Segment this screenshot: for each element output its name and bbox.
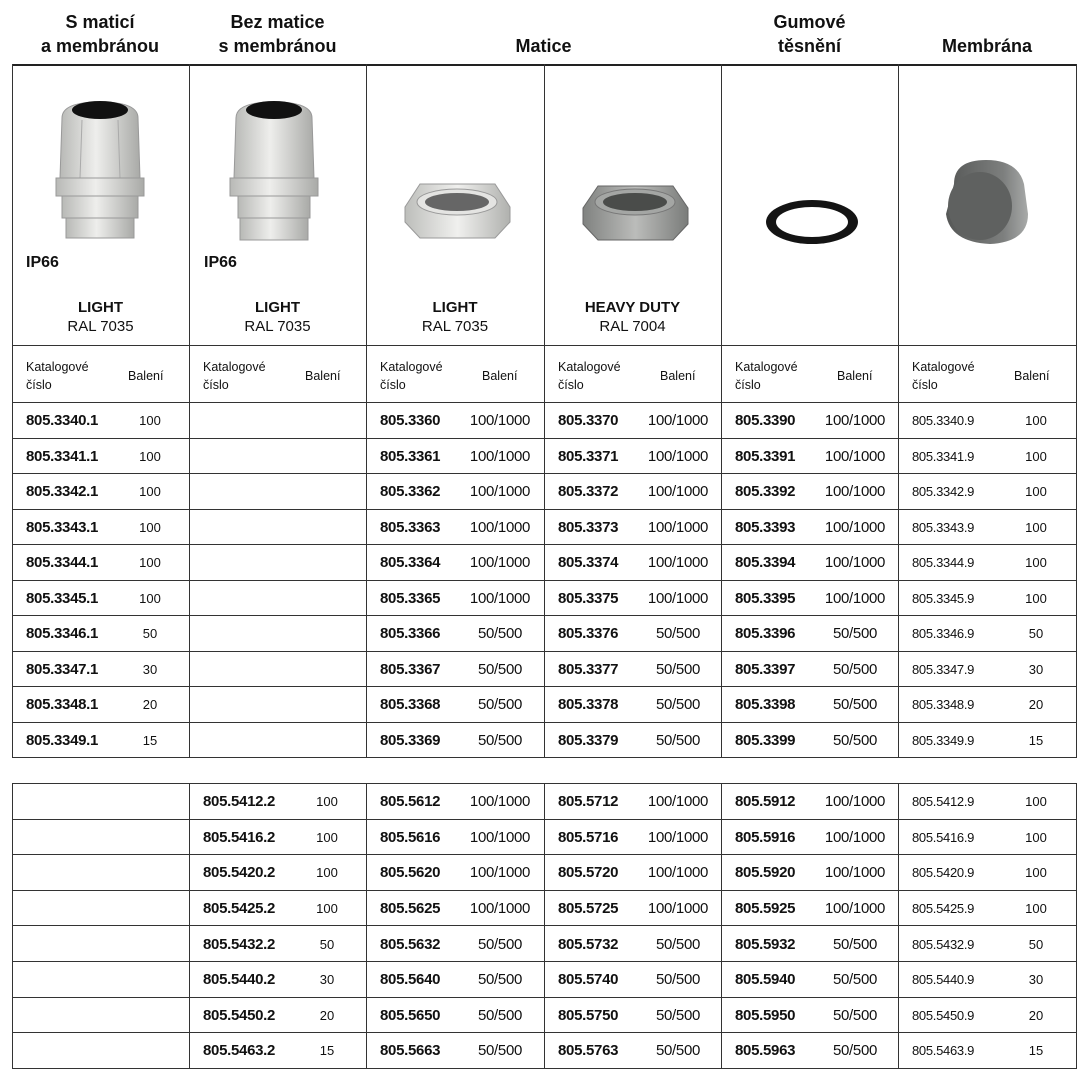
pack-quantity: 50/500 — [832, 1006, 878, 1024]
subheader-line2: číslo — [26, 378, 52, 392]
column-divider — [189, 783, 190, 1069]
catalog-number: 805.3344.9 — [912, 555, 975, 571]
pack-quantity — [120, 855, 180, 891]
pack-quantity: 100 — [1025, 865, 1047, 881]
product-name: LIGHT — [78, 299, 123, 316]
heavy-duty-locknut-icon — [578, 176, 693, 244]
catalog-number: 805.5440.2 — [203, 971, 276, 989]
catalog-number — [26, 855, 126, 891]
catalog-number: 805.3367 — [380, 660, 441, 678]
pack-quantity: 100 — [1025, 413, 1047, 429]
catalog-number: 805.3398 — [735, 696, 796, 714]
pack-quantity — [297, 723, 357, 759]
catalog-number: 805.3345.9 — [912, 590, 975, 606]
product-ral: RAL 7035 — [421, 318, 489, 335]
pack-quantity — [297, 403, 357, 439]
pack-quantity: 15 — [1028, 1043, 1044, 1059]
catalog-number: 805.3349.1 — [26, 731, 99, 749]
pack-quantity: 100 — [139, 484, 161, 500]
pack-quantity: 100 — [316, 829, 338, 845]
catalog-number: 805.5740 — [558, 971, 619, 989]
pack-quantity: 100 — [139, 413, 161, 429]
catalog-number: 805.5432.9 — [912, 936, 975, 952]
column-divider — [1076, 783, 1077, 1069]
pack-header: Balení — [1014, 369, 1050, 383]
header-line1 — [898, 10, 1076, 34]
pack-quantity: 100 — [139, 519, 161, 535]
pack-quantity: 100/1000 — [647, 447, 709, 465]
catalog-number: 805.5725 — [558, 900, 619, 918]
catalog-number: 805.5420.9 — [912, 865, 975, 881]
pack-quantity: 50/500 — [477, 971, 523, 989]
catalog-number: 805.5450.9 — [912, 1007, 975, 1023]
pack-quantity: 50/500 — [655, 731, 701, 749]
pack-quantity: 50/500 — [477, 625, 523, 643]
catalog-number: 805.5425.2 — [203, 900, 276, 918]
catalog-number: 805.5612 — [380, 793, 441, 811]
catalog-number: 805.3340.9 — [912, 413, 975, 429]
column-divider — [544, 64, 545, 757]
catalog-number-header — [912, 358, 984, 394]
pack-quantity: 100/1000 — [647, 900, 709, 918]
catalog-number: 805.3375 — [558, 589, 619, 607]
pack-quantity: 50/500 — [655, 971, 701, 989]
catalog-number — [203, 403, 303, 439]
pack-quantity: 100/1000 — [824, 864, 886, 882]
pack-quantity: 100 — [1025, 901, 1047, 917]
pack-quantity — [297, 687, 357, 723]
pack-quantity — [120, 962, 180, 998]
pack-quantity: 100/1000 — [824, 828, 886, 846]
catalog-number: 805.3342.1 — [26, 483, 99, 501]
pack-quantity: 50/500 — [832, 731, 878, 749]
catalog-number: 805.5650 — [380, 1006, 441, 1024]
pack-quantity: 50/500 — [832, 1042, 878, 1060]
catalog-number: 805.5425.9 — [912, 901, 975, 917]
catalog-number-header — [203, 358, 275, 394]
catalog-number: 805.3346.9 — [912, 626, 975, 642]
pack-quantity: 20 — [1028, 697, 1044, 713]
pack-quantity — [120, 998, 180, 1034]
catalog-number: 805.3340.1 — [26, 412, 99, 430]
product-label-2 — [189, 298, 366, 336]
catalog-number: 805.5920 — [735, 864, 796, 882]
column-divider — [544, 783, 545, 1069]
subheader-line1: Katalogové — [558, 360, 621, 374]
pack-quantity — [297, 439, 357, 475]
catalog-number: 805.5463.2 — [203, 1042, 276, 1060]
pack-quantity: 50/500 — [832, 625, 878, 643]
header-line2: Matice — [515, 36, 572, 56]
column-divider — [366, 64, 367, 757]
pack-quantity: 100/1000 — [469, 900, 531, 918]
catalog-number: 805.5763 — [558, 1042, 619, 1060]
subheader-line1: Katalogové — [203, 360, 266, 374]
pack-quantity: 50/500 — [655, 696, 701, 714]
pack-quantity: 30 — [1028, 661, 1044, 677]
light-locknut-icon — [400, 172, 515, 242]
column-divider — [898, 64, 899, 757]
catalog-number: 805.3363 — [380, 518, 441, 536]
catalog-number — [203, 687, 303, 723]
catalog-number: 805.3346.1 — [26, 625, 99, 643]
catalog-number-header — [26, 358, 98, 394]
catalog-number: 805.3347.9 — [912, 661, 975, 677]
header-line2: Membrána — [941, 36, 1033, 56]
catalog-number: 805.5432.2 — [203, 935, 276, 953]
pack-quantity: 100/1000 — [469, 483, 531, 501]
catalog-number: 805.5950 — [735, 1006, 796, 1024]
catalog-number: 805.3393 — [735, 518, 796, 536]
ip-rating-1: IP66 — [26, 254, 59, 271]
pack-quantity: 50/500 — [655, 625, 701, 643]
catalog-number: 805.3361 — [380, 447, 441, 465]
rubber-gasket-icon — [762, 196, 862, 248]
catalog-number-header — [380, 358, 452, 394]
catalog-number: 805.5616 — [380, 828, 441, 846]
pack-quantity — [120, 784, 180, 820]
catalog-number — [203, 581, 303, 617]
pack-quantity: 100/1000 — [469, 864, 531, 882]
catalog-number: 805.5716 — [558, 828, 619, 846]
pack-quantity: 15 — [319, 1043, 335, 1059]
catalog-number: 805.3395 — [735, 589, 796, 607]
pack-header: Balení — [128, 369, 164, 383]
pack-quantity: 100 — [1025, 829, 1047, 845]
pack-quantity: 50/500 — [477, 731, 523, 749]
pack-quantity — [297, 616, 357, 652]
ip-rating-2: IP66 — [204, 254, 237, 271]
catalog-number — [26, 1033, 126, 1069]
pack-quantity: 100 — [316, 865, 338, 881]
catalog-number: 805.3378 — [558, 696, 619, 714]
catalog-number: 805.3371 — [558, 447, 619, 465]
pack-quantity: 50/500 — [832, 696, 878, 714]
catalog-number — [203, 474, 303, 510]
product-label-1 — [12, 298, 189, 336]
pack-quantity: 50/500 — [832, 660, 878, 678]
pack-quantity: 100/1000 — [647, 518, 709, 536]
pack-quantity: 50/500 — [655, 660, 701, 678]
header-col-membrane — [898, 10, 1076, 58]
catalog-number: 805.5412.9 — [912, 794, 975, 810]
catalog-number: 805.5916 — [735, 828, 796, 846]
catalog-number: 805.3349.9 — [912, 732, 975, 748]
column-divider — [898, 783, 899, 1069]
pack-quantity: 100/1000 — [469, 589, 531, 607]
catalog-number: 805.3348.9 — [912, 697, 975, 713]
pack-quantity: 100/1000 — [469, 518, 531, 536]
catalog-number: 805.3392 — [735, 483, 796, 501]
column-divider — [12, 783, 13, 1069]
pack-quantity: 50 — [142, 626, 158, 642]
pack-quantity — [297, 545, 357, 581]
header-line2: a membránou — [40, 36, 160, 56]
product-ral: RAL 7035 — [244, 318, 311, 335]
catalog-number — [26, 926, 126, 962]
header-line2: těsnění — [777, 36, 842, 56]
subheader-line2: číslo — [912, 378, 938, 392]
catalog-number: 805.3373 — [558, 518, 619, 536]
catalog-number — [203, 545, 303, 581]
cable-gland-without-nut-icon — [222, 98, 352, 248]
pack-quantity: 100 — [1025, 590, 1047, 606]
catalog-number: 805.3391 — [735, 447, 796, 465]
pack-quantity — [120, 820, 180, 856]
catalog-number — [26, 962, 126, 998]
header-line1: Gumové — [773, 12, 846, 32]
catalog-number: 805.5712 — [558, 793, 619, 811]
pack-quantity — [297, 474, 357, 510]
pack-quantity: 100/1000 — [647, 483, 709, 501]
column-divider — [12, 64, 13, 757]
catalog-number — [26, 891, 126, 927]
catalog-number: 805.5416.2 — [203, 828, 276, 846]
catalog-number — [203, 652, 303, 688]
pack-quantity: 50/500 — [655, 1042, 701, 1060]
catalog-number: 805.3374 — [558, 554, 619, 572]
catalog-number: 805.3377 — [558, 660, 619, 678]
header-line1: S maticí — [65, 12, 135, 32]
pack-quantity: 100/1000 — [824, 554, 886, 572]
catalog-number: 805.3343.1 — [26, 518, 99, 536]
pack-quantity: 100 — [1025, 555, 1047, 571]
pack-quantity: 100 — [139, 590, 161, 606]
pack-quantity: 100/1000 — [469, 447, 531, 465]
product-ral: RAL 7035 — [67, 318, 134, 335]
catalog-number: 805.3348.1 — [26, 696, 99, 714]
catalog-number: 805.5750 — [558, 1006, 619, 1024]
pack-quantity: 50/500 — [655, 1006, 701, 1024]
catalog-number: 805.3376 — [558, 625, 619, 643]
pack-quantity: 15 — [142, 732, 158, 748]
catalog-number: 805.5932 — [735, 935, 796, 953]
column-divider — [189, 64, 190, 757]
catalog-number: 805.3399 — [735, 731, 796, 749]
pack-quantity: 15 — [1028, 732, 1044, 748]
header-col-gasket — [721, 10, 898, 58]
column-divider — [721, 64, 722, 757]
catalog-number: 805.5640 — [380, 971, 441, 989]
pack-quantity: 100/1000 — [647, 793, 709, 811]
catalog-number: 805.3345.1 — [26, 589, 99, 607]
pack-quantity — [120, 926, 180, 962]
catalog-number-header — [735, 358, 807, 394]
pack-quantity: 100 — [1025, 448, 1047, 464]
pack-quantity: 100/1000 — [824, 900, 886, 918]
catalog-number: 805.3366 — [380, 625, 441, 643]
catalog-number: 805.5625 — [380, 900, 441, 918]
catalog-number: 805.5416.9 — [912, 829, 975, 845]
pack-quantity — [120, 891, 180, 927]
pack-quantity: 100/1000 — [469, 793, 531, 811]
catalog-number: 805.3368 — [380, 696, 441, 714]
catalog-number: 805.3397 — [735, 660, 796, 678]
pack-quantity: 100/1000 — [824, 793, 886, 811]
catalog-number: 805.3344.1 — [26, 554, 99, 572]
column-divider — [721, 783, 722, 1069]
pack-quantity: 100/1000 — [469, 828, 531, 846]
pack-quantity: 100/1000 — [824, 518, 886, 536]
pack-quantity: 100 — [139, 555, 161, 571]
catalog-number: 805.3396 — [735, 625, 796, 643]
product-label-4 — [544, 298, 721, 336]
pack-quantity — [120, 1033, 180, 1069]
product-label-3 — [366, 298, 544, 336]
catalog-number — [26, 998, 126, 1034]
pack-quantity: 100/1000 — [647, 828, 709, 846]
catalog-number — [203, 616, 303, 652]
product-name: LIGHT — [255, 299, 300, 316]
pack-quantity: 100 — [316, 794, 338, 810]
pack-quantity: 20 — [1028, 1007, 1044, 1023]
catalog-number: 805.3364 — [380, 554, 441, 572]
catalog-number: 805.5463.9 — [912, 1043, 975, 1059]
pack-quantity: 50/500 — [655, 935, 701, 953]
column-divider — [366, 783, 367, 1069]
subheader-line2: číslo — [380, 378, 406, 392]
pack-quantity: 100 — [1025, 519, 1047, 535]
catalog-number-header — [558, 358, 630, 394]
subheader-line1: Katalogové — [735, 360, 798, 374]
pack-quantity: 100/1000 — [647, 554, 709, 572]
pack-quantity: 30 — [1028, 972, 1044, 988]
pack-quantity: 20 — [319, 1007, 335, 1023]
catalog-number: 805.5663 — [380, 1042, 441, 1060]
catalog-number: 805.5632 — [380, 935, 441, 953]
catalog-number: 805.3342.9 — [912, 484, 975, 500]
pack-quantity: 50 — [1028, 936, 1044, 952]
pack-quantity — [297, 652, 357, 688]
pack-quantity: 100/1000 — [824, 412, 886, 430]
catalog-number: 805.3369 — [380, 731, 441, 749]
subheader-line1: Katalogové — [26, 360, 89, 374]
pack-quantity: 100/1000 — [469, 412, 531, 430]
pack-quantity: 100/1000 — [469, 554, 531, 572]
catalog-number: 805.5720 — [558, 864, 619, 882]
pack-quantity: 100 — [1025, 484, 1047, 500]
pack-quantity: 100 — [1025, 794, 1047, 810]
pack-quantity: 100 — [139, 448, 161, 464]
pack-quantity: 50/500 — [477, 935, 523, 953]
pack-quantity: 50/500 — [832, 935, 878, 953]
pack-quantity — [297, 581, 357, 617]
catalog-number — [26, 784, 126, 820]
pack-quantity: 30 — [142, 661, 158, 677]
catalog-number — [203, 723, 303, 759]
pack-quantity: 50 — [319, 936, 335, 952]
pack-quantity: 100/1000 — [647, 864, 709, 882]
catalog-number: 805.3341.9 — [912, 448, 975, 464]
catalog-number: 805.5440.9 — [912, 972, 975, 988]
pack-quantity: 100/1000 — [647, 412, 709, 430]
pack-quantity — [297, 510, 357, 546]
catalog-number: 805.5925 — [735, 900, 796, 918]
subheader-line2: číslo — [203, 378, 229, 392]
subheader-line2: číslo — [558, 378, 584, 392]
pack-quantity: 100/1000 — [824, 447, 886, 465]
catalog-number: 805.3360 — [380, 412, 441, 430]
catalog-number: 805.3365 — [380, 589, 441, 607]
catalog-number: 805.3372 — [558, 483, 619, 501]
pack-header: Balení — [660, 369, 696, 383]
header-col-matice — [366, 10, 721, 58]
catalog-number — [26, 820, 126, 856]
catalog-number: 805.5732 — [558, 935, 619, 953]
catalog-number: 805.3394 — [735, 554, 796, 572]
catalog-number: 805.3379 — [558, 731, 619, 749]
catalog-number: 805.3370 — [558, 412, 619, 430]
catalog-number: 805.5450.2 — [203, 1006, 276, 1024]
pack-quantity: 50 — [1028, 626, 1044, 642]
pack-quantity: 100/1000 — [647, 589, 709, 607]
pack-header: Balení — [482, 369, 518, 383]
catalog-number — [203, 439, 303, 475]
catalog-number: 805.5912 — [735, 793, 796, 811]
catalog-number: 805.3341.1 — [26, 447, 99, 465]
subheader-line1: Katalogové — [912, 360, 975, 374]
header-line1: Bez matice — [230, 12, 325, 32]
header-col-1 — [12, 10, 188, 58]
membrane-icon — [940, 154, 1032, 250]
pack-quantity: 100/1000 — [824, 483, 886, 501]
catalog-number: 805.5412.2 — [203, 793, 276, 811]
catalog-number: 805.3390 — [735, 412, 796, 430]
pack-quantity: 50/500 — [477, 696, 523, 714]
subheader-line1: Katalogové — [380, 360, 443, 374]
pack-quantity: 20 — [142, 697, 158, 713]
catalog-number: 805.3362 — [380, 483, 441, 501]
cable-gland-with-nut-icon — [40, 98, 170, 248]
header-col-2 — [189, 10, 366, 58]
header-line1 — [366, 10, 721, 34]
product-name: HEAVY DUTY — [584, 299, 681, 316]
column-divider — [1076, 64, 1077, 757]
subheader-line2: číslo — [735, 378, 761, 392]
catalog-number: 805.5963 — [735, 1042, 796, 1060]
product-ral: RAL 7004 — [599, 318, 666, 335]
header-line2: s membránou — [218, 36, 337, 56]
pack-quantity: 50/500 — [477, 660, 523, 678]
pack-header: Balení — [305, 369, 341, 383]
pack-header: Balení — [837, 369, 873, 383]
catalog-number — [203, 510, 303, 546]
pack-quantity: 100/1000 — [824, 589, 886, 607]
pack-quantity: 50/500 — [477, 1006, 523, 1024]
pack-quantity: 50/500 — [477, 1042, 523, 1060]
catalog-number: 805.5620 — [380, 864, 441, 882]
catalog-number: 805.3347.1 — [26, 660, 99, 678]
pack-quantity: 30 — [319, 972, 335, 988]
catalog-number: 805.3343.9 — [912, 519, 975, 535]
catalog-number: 805.5940 — [735, 971, 796, 989]
pack-quantity: 50/500 — [832, 971, 878, 989]
product-name: LIGHT — [432, 299, 478, 316]
catalog-number: 805.5420.2 — [203, 864, 276, 882]
pack-quantity: 100 — [316, 901, 338, 917]
